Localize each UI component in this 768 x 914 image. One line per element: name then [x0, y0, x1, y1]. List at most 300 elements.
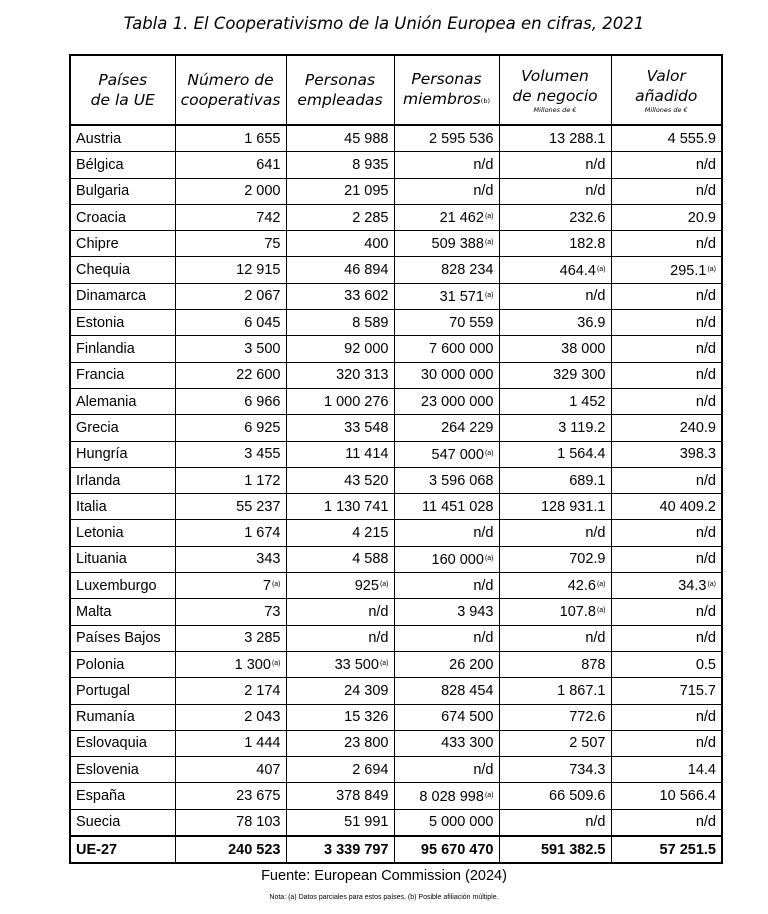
coops-cell [175, 441, 286, 467]
turnover-cell [499, 441, 611, 467]
footnote-mark: (a) [484, 554, 494, 562]
employed-cell [286, 625, 394, 651]
value-added-cell [611, 467, 722, 493]
coops-cell [175, 678, 286, 704]
country-cell: Países Bajos [70, 625, 175, 651]
cell-value: n/d [695, 183, 716, 200]
table-row [70, 625, 722, 651]
employed-cell [286, 415, 394, 441]
cell-value: 7 600 000 [428, 341, 494, 358]
table-row [70, 204, 722, 230]
cell-value: 400 [364, 235, 389, 252]
turnover-cell [499, 783, 611, 809]
value-added-cell [611, 809, 722, 836]
country-cell: Lituania [70, 546, 175, 572]
cell-value: 51 991 [344, 814, 389, 831]
cell-value: n/d [695, 156, 716, 173]
table-row [70, 310, 722, 336]
value-added-cell [611, 573, 722, 599]
members-cell [394, 283, 499, 309]
table-row [70, 257, 722, 283]
coops-cell [175, 757, 286, 783]
members-cell [394, 125, 499, 152]
cell-value: 45 988 [344, 130, 389, 147]
cell-value: n/d [695, 472, 716, 489]
cell-value: 320 313 [336, 367, 389, 384]
header-turnover-unit: Millones de € [533, 105, 577, 114]
footnote-mark: (a) [707, 581, 716, 589]
country-cell: Grecia [70, 415, 175, 441]
country-cell: Portugal [70, 678, 175, 704]
turnover-cell [499, 651, 611, 677]
employed-cell [286, 257, 394, 283]
cell-value: 73 [264, 603, 281, 620]
cell-value: 43 520 [344, 472, 389, 489]
turnover-cell [499, 257, 611, 283]
turnover-cell [499, 836, 611, 863]
table-row [70, 599, 722, 625]
footnote-mark: (a) [484, 449, 494, 457]
coops-cell [175, 783, 286, 809]
table-row [70, 704, 722, 730]
cell-value: n/d [585, 288, 606, 305]
value-added-cell [611, 152, 722, 178]
cell-value: 407 [256, 761, 281, 778]
employed-cell [286, 573, 394, 599]
cell-value: 295.1 [670, 262, 707, 279]
table-row [70, 388, 722, 414]
turnover-cell [499, 362, 611, 388]
footnote: Nota: (a) Datos parciales para estos países, (b) Posible afiliación múltiple. [269, 894, 499, 901]
employed-cell [286, 231, 394, 257]
table-row [70, 651, 722, 677]
cell-value: 1 300 [234, 657, 271, 674]
header-country: Países de la UE [70, 55, 175, 125]
value-added-cell [611, 125, 722, 152]
cell-value: 734.3 [569, 761, 606, 778]
coops-cell [175, 257, 286, 283]
country-cell: Dinamarca [70, 283, 175, 309]
table-row [70, 757, 722, 783]
table-row [70, 441, 722, 467]
cell-value: 547 000 [431, 446, 484, 463]
members-cell [394, 257, 499, 283]
cell-value: 264 229 [441, 419, 494, 436]
value-added-cell [611, 362, 722, 388]
employed-cell [286, 388, 394, 414]
cell-value: 38 000 [561, 341, 606, 358]
cell-value: 3 119.2 [558, 419, 606, 436]
coops-cell [175, 467, 286, 493]
cell-value: n/d [695, 735, 716, 752]
cell-value: 46 894 [344, 262, 389, 279]
coops-cell [175, 704, 286, 730]
employed-cell [286, 441, 394, 467]
footnote-mark: (a) [379, 581, 389, 589]
cell-value: n/d [585, 525, 606, 542]
cell-value: 715.7 [679, 682, 716, 699]
cell-value: 878 [581, 656, 606, 673]
header-members-note: (b) [480, 97, 490, 105]
header-value-added: Valor añadido Millones de € [611, 55, 722, 125]
employed-cell [286, 546, 394, 572]
employed-cell [286, 599, 394, 625]
cell-value: 1 655 [244, 130, 281, 147]
members-cell [394, 152, 499, 178]
table-row [70, 783, 722, 809]
cell-value: 2 595 536 [428, 130, 494, 147]
cell-value: n/d [695, 288, 716, 305]
cell-value: 378 849 [336, 788, 389, 805]
cell-value: 182.8 [569, 235, 606, 252]
cell-value: n/d [695, 603, 716, 620]
cell-value: 1 172 [244, 472, 281, 489]
turnover-cell [499, 415, 611, 441]
cell-value: n/d [695, 525, 716, 542]
coops-cell [175, 809, 286, 836]
coops-cell [175, 546, 286, 572]
cell-value: 5 000 000 [428, 814, 494, 831]
members-cell [394, 494, 499, 520]
cell-value: 23 800 [344, 735, 389, 752]
cell-value: 57 251.5 [659, 841, 716, 858]
value-added-cell [611, 178, 722, 204]
footnote-mark: (a) [271, 581, 281, 589]
cell-value: 4 555.9 [667, 130, 716, 147]
members-cell [394, 836, 499, 863]
country-cell: UE-27 [70, 836, 175, 863]
employed-cell [286, 704, 394, 730]
country-cell: España [70, 783, 175, 809]
footnote-mark: (a) [484, 239, 494, 247]
table-row [70, 283, 722, 309]
table-row [70, 494, 722, 520]
cell-value: 33 602 [344, 288, 389, 305]
turnover-cell [499, 204, 611, 230]
coops-cell [175, 388, 286, 414]
country-cell: Estonia [70, 310, 175, 336]
country-cell: Finlandia [70, 336, 175, 362]
cell-value: n/d [695, 235, 716, 252]
cell-value: 240.9 [679, 419, 716, 436]
country-cell: Suecia [70, 809, 175, 836]
coops-cell [175, 625, 286, 651]
country-cell: Bélgica [70, 152, 175, 178]
coops-cell [175, 362, 286, 388]
cell-value: 343 [256, 551, 281, 568]
cell-value: 107.8 [559, 604, 596, 621]
cell-value: n/d [695, 367, 716, 384]
coops-cell [175, 599, 286, 625]
cell-value: n/d [695, 630, 716, 647]
cell-value: n/d [695, 709, 716, 726]
turnover-cell [499, 336, 611, 362]
members-cell [394, 441, 499, 467]
table-row [70, 152, 722, 178]
members-cell [394, 231, 499, 257]
cell-value: 6 925 [244, 419, 281, 436]
cell-value: n/d [473, 156, 494, 173]
country-cell: Hungría [70, 441, 175, 467]
footnote-mark: (a) [484, 213, 494, 221]
coops-cell [175, 573, 286, 599]
value-added-cell [611, 204, 722, 230]
cell-value: 1 867.1 [557, 682, 606, 699]
cell-value: 36.9 [577, 314, 606, 331]
value-added-cell [611, 441, 722, 467]
value-added-cell [611, 651, 722, 677]
value-added-cell [611, 599, 722, 625]
cell-value: 232.6 [569, 209, 606, 226]
header-turnover: Volumen de negocio Millones de € [499, 55, 611, 125]
cell-value: 11 414 [345, 446, 389, 463]
employed-cell [286, 283, 394, 309]
cell-value: n/d [585, 630, 606, 647]
footnote-mark: (a) [596, 607, 606, 615]
header-coops: Número de cooperativas [175, 55, 286, 125]
table-row [70, 546, 722, 572]
cell-value: 772.6 [569, 709, 606, 726]
turnover-cell [499, 152, 611, 178]
value-added-cell [611, 730, 722, 756]
cell-value: 433 300 [441, 735, 494, 752]
footnote-mark: (a) [379, 660, 389, 668]
turnover-cell [499, 283, 611, 309]
cell-value: 2 694 [352, 761, 389, 778]
employed-cell [286, 678, 394, 704]
turnover-cell [499, 625, 611, 651]
cell-value: n/d [368, 630, 389, 647]
cell-value: 240 523 [228, 841, 281, 858]
coops-cell [175, 310, 286, 336]
country-cell: Chequia [70, 257, 175, 283]
cell-value: 95 670 470 [420, 841, 494, 858]
value-added-cell [611, 231, 722, 257]
employed-cell [286, 362, 394, 388]
cell-value: 8 028 998 [419, 788, 484, 805]
members-cell [394, 415, 499, 441]
country-cell: Rumanía [70, 704, 175, 730]
cell-value: 509 388 [431, 236, 484, 253]
table-title: Tabla 1. El Cooperativismo de la Unión Europea en cifras, 2021 [123, 14, 645, 33]
cell-value: 689.1 [569, 472, 606, 489]
employed-cell [286, 152, 394, 178]
cell-value: 26 200 [449, 656, 494, 673]
cell-value: 329 300 [553, 367, 606, 384]
cell-value: 1 564.4 [557, 446, 606, 463]
employed-cell [286, 730, 394, 756]
footnote-mark: (a) [596, 581, 606, 589]
header-value-added-unit: Millones de € [644, 105, 688, 114]
cell-value: 92 000 [344, 341, 389, 358]
turnover-cell [499, 573, 611, 599]
cooperatives-table [69, 54, 723, 864]
table-row [70, 415, 722, 441]
cell-value: 23 000 000 [420, 393, 494, 410]
employed-cell [286, 125, 394, 152]
cell-value: 641 [256, 156, 281, 173]
table-row [70, 809, 722, 836]
table-row [70, 231, 722, 257]
cell-value: 591 382.5 [540, 841, 606, 858]
coops-cell [175, 520, 286, 546]
cell-value: 925 [354, 578, 379, 595]
cell-value: 21 095 [344, 183, 389, 200]
coops-cell [175, 204, 286, 230]
value-added-cell [611, 678, 722, 704]
cell-value: 40 409.2 [659, 498, 716, 515]
cell-value: 11 451 028 [422, 498, 494, 515]
cell-value: 128 931.1 [540, 498, 606, 515]
coops-cell [175, 283, 286, 309]
turnover-cell [499, 467, 611, 493]
country-cell: Malta [70, 599, 175, 625]
coops-cell [175, 651, 286, 677]
cell-value: 828 454 [441, 682, 494, 699]
value-added-cell [611, 783, 722, 809]
footnote-mark: (a) [271, 660, 281, 668]
country-cell: Italia [70, 494, 175, 520]
members-cell [394, 546, 499, 572]
cell-value: 21 462 [439, 210, 484, 227]
members-cell [394, 467, 499, 493]
members-cell [394, 809, 499, 836]
cell-value: 2 174 [244, 682, 281, 699]
employed-cell [286, 310, 394, 336]
cell-value: 6 045 [244, 314, 281, 331]
cell-value: 13 288.1 [549, 130, 606, 147]
country-cell: Francia [70, 362, 175, 388]
members-cell [394, 178, 499, 204]
cell-value: 2 000 [244, 183, 281, 200]
cell-value: 1 130 741 [323, 498, 389, 515]
cell-value: 55 237 [236, 498, 281, 515]
cell-value: n/d [585, 814, 606, 831]
cell-value: 0.5 [695, 656, 716, 673]
country-cell: Austria [70, 125, 175, 152]
footnote-mark: (a) [484, 291, 494, 299]
table-row [70, 178, 722, 204]
header-row [70, 55, 722, 125]
cell-value: 14.4 [687, 761, 716, 778]
country-cell: Bulgaria [70, 178, 175, 204]
value-added-cell [611, 546, 722, 572]
table-row [70, 125, 722, 152]
country-cell: Croacia [70, 204, 175, 230]
cell-value: 70 559 [449, 314, 494, 331]
cell-value: 1 000 276 [323, 393, 389, 410]
cell-value: 398.3 [679, 446, 716, 463]
employed-cell [286, 783, 394, 809]
turnover-cell [499, 520, 611, 546]
employed-cell [286, 204, 394, 230]
cell-value: 34.3 [678, 578, 707, 595]
turnover-cell [499, 809, 611, 836]
coops-cell [175, 730, 286, 756]
cell-value: n/d [585, 183, 606, 200]
country-cell: Chipre [70, 231, 175, 257]
members-cell [394, 388, 499, 414]
cell-value: 78 103 [236, 814, 281, 831]
members-cell [394, 704, 499, 730]
cell-value: 674 500 [441, 709, 494, 726]
table-row [70, 678, 722, 704]
members-cell [394, 783, 499, 809]
cell-value: 3 943 [457, 603, 494, 620]
cell-value: n/d [368, 603, 389, 620]
turnover-cell [499, 757, 611, 783]
footnote-mark: (a) [484, 791, 494, 799]
cell-value: n/d [473, 761, 494, 778]
cell-value: 7 [262, 578, 271, 595]
value-added-cell [611, 625, 722, 651]
total-row [70, 836, 722, 863]
coops-cell [175, 836, 286, 863]
coops-cell [175, 494, 286, 520]
turnover-cell [499, 310, 611, 336]
cell-value: 20.9 [687, 209, 716, 226]
cell-value: 464.4 [559, 262, 596, 279]
cell-value: 828 234 [441, 262, 494, 279]
turnover-cell [499, 178, 611, 204]
coops-cell [175, 231, 286, 257]
members-cell [394, 520, 499, 546]
country-cell: Alemania [70, 388, 175, 414]
value-added-cell [611, 257, 722, 283]
cell-value: 2 507 [569, 735, 606, 752]
turnover-cell [499, 546, 611, 572]
cell-value: 2 043 [244, 709, 281, 726]
cell-value: 42.6 [567, 578, 596, 595]
table-row [70, 362, 722, 388]
turnover-cell [499, 231, 611, 257]
members-cell [394, 573, 499, 599]
members-cell [394, 310, 499, 336]
cell-value: 33 500 [334, 657, 379, 674]
country-cell: Eslovaquia [70, 730, 175, 756]
value-added-cell [611, 836, 722, 863]
table-row [70, 730, 722, 756]
cell-value: 2 067 [244, 288, 281, 305]
cell-value: n/d [695, 314, 716, 331]
cell-value: n/d [695, 393, 716, 410]
cell-value: n/d [695, 551, 716, 568]
table-header [70, 55, 722, 125]
country-cell: Eslovenia [70, 757, 175, 783]
cell-value: 2 285 [352, 209, 389, 226]
members-cell [394, 599, 499, 625]
cell-value: n/d [473, 630, 494, 647]
table-row [70, 573, 722, 599]
table-body [70, 125, 722, 863]
employed-cell [286, 494, 394, 520]
header-employed: Personas empleadas [286, 55, 394, 125]
members-cell [394, 204, 499, 230]
cell-value: 10 566.4 [659, 788, 716, 805]
cell-value: 4 588 [352, 551, 389, 568]
members-cell [394, 651, 499, 677]
cell-value: n/d [473, 525, 494, 542]
value-added-cell [611, 704, 722, 730]
cell-value: 6 966 [244, 393, 281, 410]
employed-cell [286, 520, 394, 546]
turnover-cell [499, 678, 611, 704]
country-cell: Irlanda [70, 467, 175, 493]
cell-value: 8 935 [352, 156, 389, 173]
value-added-cell [611, 336, 722, 362]
cell-value: 1 674 [244, 525, 281, 542]
turnover-cell [499, 730, 611, 756]
